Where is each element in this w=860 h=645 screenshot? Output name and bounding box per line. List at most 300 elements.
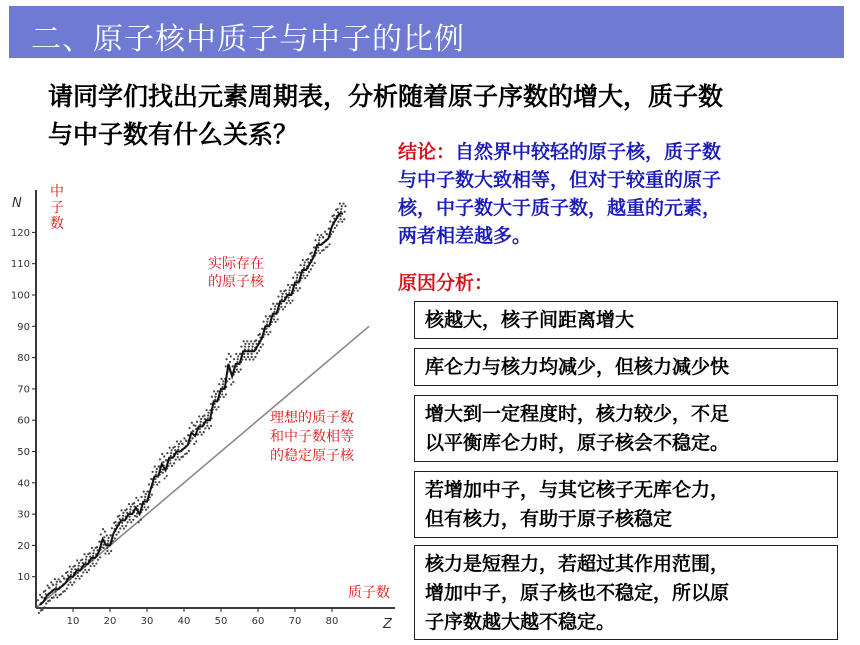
nuclide-point: [277, 318, 279, 320]
nuclide-point: [226, 358, 228, 360]
nuclide-point: [50, 581, 52, 583]
nuclide-point: [36, 606, 38, 608]
reason-box-5: [414, 545, 838, 640]
nuclide-point: [108, 537, 110, 539]
nuclide-point: [296, 277, 298, 279]
nuclide-point: [333, 214, 335, 216]
nuclide-point: [273, 311, 275, 313]
x-tick-label: 70: [288, 616, 302, 627]
annotation-ideal-stability: 的稳定原子核: [270, 448, 354, 464]
nuclide-point: [38, 612, 40, 614]
nuclide-point: [200, 421, 202, 423]
nuclide-point: [99, 556, 101, 558]
nuclide-point: [214, 398, 216, 400]
reason-line: 以平衡库仑力时，原子核会不稳定。: [425, 432, 730, 454]
x-axis-symbol: Z: [383, 617, 392, 632]
nuclide-point: [162, 472, 164, 474]
nuclide-point: [144, 496, 146, 498]
nuclide-point: [129, 519, 131, 521]
nuclide-point: [303, 264, 305, 266]
nuclide-point: [171, 465, 173, 467]
nuclide-point: [70, 574, 72, 576]
nuclide-point: [154, 481, 156, 483]
nuclide-point: [200, 418, 202, 420]
reason-box-1: [414, 301, 838, 339]
nuclide-point: [186, 452, 188, 454]
nuclide-point: [317, 249, 319, 251]
nuclide-point: [175, 459, 177, 461]
nuclide-point: [285, 289, 287, 291]
nuclide-point: [252, 343, 254, 345]
nuclide-point: [304, 261, 306, 263]
nuclide-point: [103, 547, 105, 549]
nuclide-point: [240, 346, 242, 348]
conclusion-line: 两者相差越多。: [398, 225, 532, 247]
nuclide-point: [272, 303, 274, 305]
nuclide-point: [100, 533, 102, 535]
nuclide-point: [118, 515, 120, 517]
nuclide-point: [337, 221, 339, 223]
nuclide-point: [207, 412, 209, 414]
nuclide-point: [106, 534, 108, 536]
nuclide-point: [225, 365, 227, 367]
question-line: 请同学们找出元素周期表，分析随着原子序数的增大，质子数: [48, 82, 724, 111]
y-tick-label: 90: [17, 321, 30, 333]
x-tick-label: 40: [177, 616, 191, 627]
nuclide-point: [41, 609, 43, 611]
nuclide-point: [178, 459, 180, 461]
nuclide-point: [265, 315, 267, 317]
nuclide-point: [60, 593, 62, 595]
nuclide-point: [102, 528, 104, 530]
nuclide-point: [128, 516, 130, 518]
nuclide-point: [136, 505, 138, 507]
nuclide-point: [85, 556, 87, 558]
nuclide-point: [215, 408, 217, 410]
nuclide-point: [78, 565, 80, 567]
nuclide-point: [204, 427, 206, 429]
nuclide-point: [281, 298, 283, 300]
nuclide-point: [63, 577, 65, 579]
nuclide-point: [191, 437, 193, 439]
nuclide-point: [193, 443, 195, 445]
nuclide-point: [140, 496, 142, 498]
reason-line: 子序数越大越不稳定。: [425, 611, 616, 633]
nuclide-point: [299, 287, 301, 289]
nuclide-point: [336, 224, 338, 226]
nuclide-point: [115, 521, 117, 523]
nuclide-point: [288, 296, 290, 298]
conclusion-block: [398, 138, 828, 250]
nuclide-point: [75, 577, 77, 579]
nuclide-point: [61, 575, 63, 577]
nuclide-point: [247, 356, 249, 358]
y-axis-label-char: 数: [50, 216, 64, 232]
nuclide-point: [166, 452, 168, 454]
nuclide-point: [233, 358, 235, 360]
nuclide-point: [203, 431, 205, 433]
y-axis-label-char: 子: [50, 200, 64, 216]
y-tick-label: 110: [10, 259, 30, 271]
nuclide-point: [129, 511, 131, 513]
nuclide-point: [173, 462, 175, 464]
nuclide-point: [123, 527, 125, 529]
nuclide-point: [92, 555, 94, 557]
nuclide-point: [114, 537, 116, 539]
nuclide-point: [266, 321, 268, 323]
nuclide-point: [215, 393, 217, 395]
nuclide-point: [55, 583, 57, 585]
nuclide-point: [247, 353, 249, 355]
nuclide-point: [240, 368, 242, 370]
reason-line: 核力是短程力，若超过其作用范围，: [425, 553, 730, 575]
nuclide-point: [110, 550, 112, 552]
nuclide-point: [133, 502, 135, 504]
nuclide-point: [90, 565, 92, 567]
y-tick-label: 50: [17, 447, 30, 458]
nuclide-point: [66, 587, 68, 589]
nuclide-point: [162, 461, 164, 463]
nuclide-point: [132, 519, 134, 521]
nuclide-point: [251, 356, 253, 358]
nuclide-point: [287, 284, 289, 286]
nuclide-point: [318, 236, 320, 238]
nuclide-point: [84, 566, 86, 568]
nuclide-point: [106, 550, 108, 552]
nuclide-point: [252, 358, 254, 360]
nuclide-point: [122, 512, 124, 514]
nuclide-point: [117, 531, 119, 533]
nuclide-point: [192, 430, 194, 432]
nuclide-point: [237, 355, 239, 357]
reason-line: 核越大，核子间距离增大: [425, 309, 635, 331]
reason-box-3: [414, 395, 838, 462]
nuclide-point: [302, 259, 304, 261]
nuclide-point: [85, 558, 87, 560]
nuclide-point: [155, 471, 157, 473]
nuclide-point: [195, 440, 197, 442]
nuclide-point: [267, 318, 269, 320]
nuclide-point: [344, 211, 346, 213]
nuclide-point: [74, 565, 76, 567]
nuclide-point: [164, 477, 166, 479]
y-tick-label: 80: [17, 353, 30, 365]
nuclide-point: [259, 333, 261, 335]
nuclide-point: [161, 453, 163, 455]
nuclide-point: [251, 353, 253, 355]
nuclide-point: [263, 321, 265, 323]
conclusion-label: 结论：: [398, 141, 456, 163]
nuclide-point: [121, 522, 123, 524]
nuclide-point: [48, 587, 50, 589]
nuclide-point: [207, 414, 209, 416]
nuclide-point: [344, 205, 346, 207]
nuclide-point: [96, 546, 98, 548]
nuclide-point: [89, 552, 91, 554]
nuclide-point: [342, 203, 344, 205]
nuclide-point: [326, 246, 328, 248]
nuclide-point: [300, 264, 302, 266]
nuclide-point: [254, 356, 256, 358]
nuclide-point: [177, 446, 179, 448]
nuclide-point: [318, 242, 320, 244]
nuclide-point: [245, 358, 247, 360]
x-tick-label: 30: [140, 616, 154, 627]
nuclide-point: [46, 584, 48, 586]
reason-line: 增大到一定程度时，核力较少，不足: [425, 403, 730, 425]
nuclide-point: [182, 455, 184, 457]
nuclide-point: [251, 348, 253, 350]
nuclide-point: [128, 503, 130, 505]
nuclide-point: [250, 340, 252, 342]
nuclide-point: [78, 562, 80, 564]
nuclide-point: [125, 525, 127, 527]
nuclide-point: [286, 302, 288, 304]
nuclide-point: [145, 509, 147, 511]
nuclide-point: [256, 352, 258, 354]
nuclide-point: [148, 483, 150, 485]
nuclide-point: [156, 484, 158, 486]
nuclide-point: [121, 525, 123, 527]
nuclide-point: [339, 218, 341, 220]
nuclide-point: [122, 517, 124, 519]
nuclide-point: [126, 508, 128, 510]
nuclide-point: [266, 323, 268, 325]
nuclide-point: [169, 462, 171, 464]
reason-box-4: [414, 471, 838, 538]
nuclide-point: [222, 383, 224, 385]
nuclide-point: [260, 346, 262, 348]
nuclide-point: [137, 499, 139, 501]
nuclide-point: [69, 578, 71, 580]
nuclide-point: [69, 566, 71, 568]
nuclide-point: [151, 494, 153, 496]
title-bar: [9, 6, 844, 58]
nuclide-point: [325, 233, 327, 235]
nuclide-point: [176, 440, 178, 442]
nuclide-point: [199, 423, 201, 425]
nuclide-point: [228, 378, 230, 380]
nuclide-point: [206, 422, 208, 424]
nuclide-point: [54, 591, 56, 593]
nuclide-point: [92, 552, 94, 554]
nuclide-point: [185, 439, 187, 441]
nuclide-point: [339, 215, 341, 217]
nuclide-point: [308, 271, 310, 273]
nuclide-point: [134, 515, 136, 517]
nuclide-point: [337, 208, 339, 210]
nuclide-point: [37, 599, 39, 601]
y-tick-label: 100: [10, 290, 30, 302]
nuclide-point: [170, 452, 172, 454]
nuclide-point: [111, 527, 113, 529]
nuclide-point: [248, 346, 250, 348]
nuclide-point: [147, 506, 149, 508]
nuclide-point: [177, 456, 179, 458]
x-tick-label: 20: [103, 616, 117, 627]
nuclide-point: [78, 577, 80, 579]
nuclide-point: [317, 234, 319, 236]
nuclide-point: [158, 481, 160, 483]
nuclide-point: [302, 274, 304, 276]
nuclide-point: [314, 262, 316, 264]
nuclide-point: [207, 417, 209, 419]
nuclide-point: [318, 239, 320, 241]
nuclide-point: [291, 300, 293, 302]
nuclide-point: [343, 218, 345, 220]
reason-line: 若增加中子，与其它核子无库仑力，: [425, 479, 730, 501]
page-title: 二、原子核中质子与中子的比例: [31, 22, 465, 57]
nuclide-point: [270, 308, 272, 310]
nuclide-point: [77, 567, 79, 569]
reason-title: 原因分析：: [398, 272, 494, 294]
nuclide-point: [311, 252, 313, 254]
nuclide-point: [166, 475, 168, 477]
nuclide-point: [191, 422, 193, 424]
nuclide-point: [280, 306, 282, 308]
nuclide-point: [194, 425, 196, 427]
nuclide-point: [41, 596, 43, 598]
nuclide-point: [214, 406, 216, 408]
nuclide-point: [230, 383, 232, 385]
nuclide-point: [225, 393, 227, 395]
nuclide-point: [275, 321, 277, 323]
x-tick-label: 50: [214, 616, 228, 627]
nuclide-chart: [0, 160, 405, 640]
nuclide-point: [303, 267, 305, 269]
nuclide-point: [267, 333, 269, 335]
nuclide-point: [77, 572, 79, 574]
nuclide-point: [140, 519, 142, 521]
nuclide-point: [273, 318, 275, 320]
nuclide-point: [228, 353, 230, 355]
nuclide-point: [91, 547, 93, 549]
nuclide-point: [339, 203, 341, 205]
reason-line: 库仑力与核力均减少，但核力减少快: [425, 356, 730, 378]
nuclide-point: [265, 331, 267, 333]
nuclide-point: [201, 433, 203, 435]
x-tick-label: 10: [66, 616, 80, 627]
conclusion-line: 核，中子数大于质子数，越重的元素，: [398, 197, 722, 219]
nuclide-point: [328, 243, 330, 245]
nuclide-point: [288, 292, 290, 294]
nuclide-point: [130, 505, 132, 507]
nuclide-point: [71, 568, 73, 570]
nuclide-point: [244, 348, 246, 350]
nuclide-point: [115, 534, 117, 536]
reason-line: 增加中子，原子核也不稳定，所以原: [425, 582, 730, 604]
nuclide-point: [288, 289, 290, 291]
nuclide-point: [170, 449, 172, 451]
nuclide-point: [277, 295, 279, 297]
y-tick-label: 60: [17, 415, 30, 427]
nuclide-point: [314, 239, 316, 241]
nuclide-point: [206, 425, 208, 427]
nuclide-point: [83, 553, 85, 555]
nuclide-point: [45, 603, 47, 605]
nuclide-point: [208, 427, 210, 429]
nuclide-point: [177, 453, 179, 455]
nuclide-point: [324, 231, 326, 233]
nuclide-point: [222, 386, 224, 388]
nuclide-point: [281, 295, 283, 297]
nuclide-point: [70, 571, 72, 573]
nuclide-point: [108, 552, 110, 554]
nuclide-point: [320, 234, 322, 236]
nuclide-point: [340, 211, 342, 213]
nuclide-point: [296, 274, 298, 276]
nuclide-point: [280, 290, 282, 292]
nuclide-point: [145, 493, 147, 495]
nuclide-point: [238, 371, 240, 373]
nuclide-point: [289, 286, 291, 288]
nuclide-point: [49, 599, 51, 601]
reason-line: 但有核力，有助于原子核稳定: [425, 508, 673, 530]
annotation-actual-nuclides: 实际存在: [208, 256, 264, 272]
nuclide-point: [307, 258, 309, 260]
nuclide-point: [199, 431, 201, 433]
nuclide-point: [319, 252, 321, 254]
nuclide-point: [143, 490, 145, 492]
nuclide-point: [251, 346, 253, 348]
y-tick-label: 40: [17, 478, 30, 490]
nuclide-point: [180, 440, 182, 442]
nuclide-point: [170, 455, 172, 457]
nuclide-point: [306, 274, 308, 276]
nuclide-point: [197, 433, 199, 435]
nuclide-point: [71, 584, 73, 586]
nuclide-point: [210, 425, 212, 427]
nuclide-point: [229, 361, 231, 363]
nuclide-point: [66, 571, 68, 573]
nuclide-point: [292, 277, 294, 279]
y-tick-label: 10: [17, 572, 30, 584]
nuclide-point: [163, 455, 165, 457]
nuclide-point: [120, 509, 122, 511]
nuclide-point: [235, 353, 237, 355]
nuclide-point: [282, 308, 284, 310]
nuclide-point: [297, 290, 299, 292]
nuclide-point: [54, 578, 56, 580]
nuclide-point: [248, 343, 250, 345]
nuclide-point: [174, 446, 176, 448]
nuclide-point: [211, 396, 213, 398]
nuclide-point: [232, 381, 234, 383]
nuclide-point: [84, 569, 86, 571]
nuclide-point: [43, 606, 45, 608]
nuclide-point: [288, 300, 290, 302]
nuclide-point: [156, 468, 158, 470]
nuclide-point: [218, 383, 220, 385]
x-tick-label: 80: [325, 616, 339, 627]
nuclide-point: [73, 581, 75, 583]
nuclide-point: [188, 450, 190, 452]
nuclide-point: [76, 559, 78, 561]
nuclide-point: [67, 584, 69, 586]
nuclide-point: [104, 552, 106, 554]
nuclide-point: [262, 343, 264, 345]
nuclide-point: [249, 358, 251, 360]
nuclide-point: [217, 406, 219, 408]
nuclide-point: [130, 521, 132, 523]
nuclide-point: [304, 277, 306, 279]
conclusion-line: 自然界中较轻的原子核，质子数: [455, 141, 722, 163]
nuclide-point: [169, 447, 171, 449]
nuclide-point: [222, 380, 224, 382]
nuclide-point: [203, 414, 205, 416]
nuclide-point: [289, 302, 291, 304]
nuclide-point: [244, 346, 246, 348]
